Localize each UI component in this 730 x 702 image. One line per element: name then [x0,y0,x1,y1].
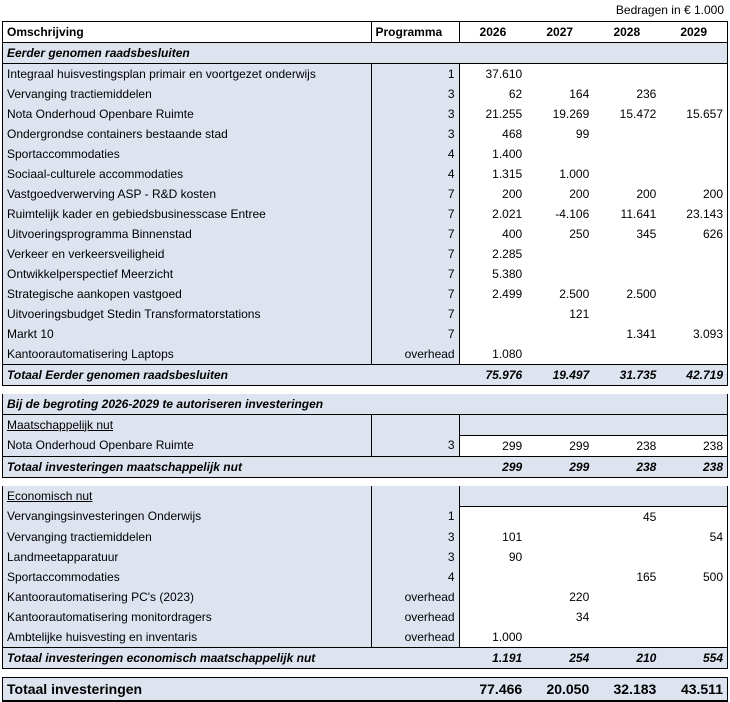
row-value-2028: 200 [593,184,660,204]
row-value-2026: 1.080 [459,344,526,365]
row-value-2028 [593,627,660,648]
row-value-2027: 200 [526,184,593,204]
total-eerder-genomen [3,365,728,386]
total-maatschappelijk-value-2026: 299 [459,457,526,478]
table-row [3,164,728,184]
row-value-2027: 121 [526,304,593,324]
row-value-2028 [593,607,660,627]
row-value-2028 [593,344,660,365]
row-value-2029 [660,284,727,304]
table-row [3,64,728,85]
row-value-2028 [593,124,660,144]
row-value-2029 [660,84,727,104]
row-value-2028 [593,547,660,567]
row-value-2027: 99 [526,124,593,144]
row-value-2029 [660,344,727,365]
row-value-2027 [526,244,593,264]
total-maatschappelijk [3,457,728,478]
table-row [3,204,728,224]
row-program: 3 [371,547,459,567]
row-program: 3 [371,104,459,124]
subsection-economisch-program-blank [371,486,459,507]
row-value-2027: 19.269 [526,104,593,124]
header-year-2028: 2028 [593,22,660,43]
row-description: Ruimtelijk kader en gebiedsbusinesscase Entree [3,204,372,224]
row-description: Uitvoeringsprogramma Binnenstad [3,224,372,244]
header-program: Programma [371,22,459,43]
row-value-2027: 2.500 [526,284,593,304]
table-row [3,587,728,607]
section-eerder-genomen [3,43,728,64]
row-value-2027 [526,64,593,85]
row-program: 7 [371,304,459,324]
row-description: Nota Onderhoud Openbare Ruimte [3,104,372,124]
grand-total-value-2028: 32.183 [593,678,660,702]
row-value-2027: 250 [526,224,593,244]
row-value-2029 [660,124,727,144]
row-value-2027 [526,507,593,528]
row-program: 3 [371,84,459,104]
row-description: Sportaccommodaties [3,144,372,164]
row-value-2027 [526,527,593,547]
row-program: 7 [371,264,459,284]
row-value-2029 [660,304,727,324]
row-value-2027 [526,567,593,587]
row-program: 3 [371,124,459,144]
row-value-2028: 45 [593,507,660,528]
table-row [3,104,728,124]
row-value-2028 [593,164,660,184]
total-maatschappelijk-label: Totaal investeringen maatschappelijk nut [3,457,460,478]
row-value-2026: 90 [459,547,526,567]
row-value-2026 [459,324,526,344]
total-economisch-value-2027: 254 [526,648,593,669]
subsection-maatschappelijk-fill [459,415,727,436]
row-value-2027 [526,344,593,365]
row-description: Nota Onderhoud Openbare Ruimte [3,436,372,457]
row-program: 3 [371,527,459,547]
row-value-2028: 2.500 [593,284,660,304]
row-description: Strategische aankopen vastgoed [3,284,372,304]
total-economisch-value-2028: 210 [593,648,660,669]
row-value-2029 [660,507,727,528]
table-row [3,567,728,587]
row-value-2029: 626 [660,224,727,244]
row-value-2026: 1.400 [459,144,526,164]
header-year-2027: 2027 [526,22,593,43]
total-maatschappelijk-value-2028: 238 [593,457,660,478]
row-description: Kantoorautomatisering Laptops [3,344,372,365]
row-program: overhead [371,627,459,648]
row-program: 4 [371,144,459,164]
section-begroting [3,394,728,415]
row-program: overhead [371,607,459,627]
row-description: Integraal huisvestingsplan primair en voortgezet onderwijs [3,64,372,85]
row-description: Vervanging tractiemiddelen [3,527,372,547]
row-value-2029 [660,627,727,648]
header-description: Omschrijving [3,22,372,43]
row-value-2027 [526,627,593,648]
table-row [3,284,728,304]
spacer-row [3,386,728,395]
table-row [3,344,728,365]
row-value-2028: 238 [593,436,660,457]
row-value-2026 [459,304,526,324]
row-description: Sociaal-culturele accommodaties [3,164,372,184]
grand-total-value-2026: 77.466 [459,678,526,702]
total-maatschappelijk-value-2027: 299 [526,457,593,478]
section-eerder-genomen-label: Eerder genomen raadsbesluiten [3,43,728,64]
row-value-2028 [593,587,660,607]
row-value-2026 [459,507,526,528]
total-economisch-label: Totaal investeringen economisch maatschappelijk nut [3,648,460,669]
row-description: Landmeetapparatuur [3,547,372,567]
grand-total-value-2027: 20.050 [526,678,593,702]
row-program: 7 [371,244,459,264]
grand-total-label: Totaal investeringen [3,678,460,702]
grand-total-row [3,678,728,702]
header-year-2029: 2029 [660,22,727,43]
row-program: overhead [371,344,459,365]
row-value-2027 [526,324,593,344]
row-description: Markt 10 [3,324,372,344]
row-value-2027 [526,264,593,284]
total-eerder-genomen-value-2026: 75.976 [459,365,526,386]
row-description: Verkeer en verkeersveiligheid [3,244,372,264]
row-description: Vervanging tractiemiddelen [3,84,372,104]
row-value-2028 [593,304,660,324]
grand-total-value-2029: 43.511 [660,678,727,702]
table-row [3,304,728,324]
table-row [3,607,728,627]
row-value-2027 [526,547,593,567]
row-value-2027: 1.000 [526,164,593,184]
row-value-2029 [660,144,727,164]
total-economisch [3,648,728,669]
table-row [3,436,728,457]
row-program: 1 [371,64,459,85]
row-value-2028: 165 [593,567,660,587]
row-value-2028: 1.341 [593,324,660,344]
spacer-row [3,478,728,487]
row-value-2029: 3.093 [660,324,727,344]
row-value-2026: 62 [459,84,526,104]
table-row [3,244,728,264]
row-value-2026: 37.610 [459,64,526,85]
row-value-2026 [459,607,526,627]
subsection-economisch-fill [459,486,727,507]
row-program: 1 [371,507,459,528]
table-row [3,184,728,204]
row-value-2027: 164 [526,84,593,104]
row-value-2026: 299 [459,436,526,457]
row-program: 7 [371,284,459,304]
row-value-2029: 200 [660,184,727,204]
row-value-2028 [593,264,660,284]
subsection-maatschappelijk-label: Maatschappelijk nut [3,415,372,436]
row-value-2028: 11.641 [593,204,660,224]
row-value-2027: -4.106 [526,204,593,224]
row-description: Kantoorautomatisering PC's (2023) [3,587,372,607]
section-begroting-label: Bij de begroting 2026-2029 te autoriseren investeringen [3,394,728,415]
row-value-2026: 5.380 [459,264,526,284]
row-value-2026: 2.499 [459,284,526,304]
row-program: 3 [371,436,459,457]
subsection-economisch [3,486,728,507]
table-row [3,224,728,244]
row-value-2029 [660,607,727,627]
row-value-2027: 34 [526,607,593,627]
row-value-2028: 15.472 [593,104,660,124]
row-value-2026: 1.000 [459,627,526,648]
row-value-2029: 238 [660,436,727,457]
row-program: 7 [371,184,459,204]
total-eerder-genomen-label: Totaal Eerder genomen raadsbesluiten [3,365,460,386]
row-value-2029 [660,64,727,85]
header-row [3,22,728,43]
subsection-economisch-label: Economisch nut [3,486,372,507]
row-description: Vervangingsinvesteringen Onderwijs [3,507,372,528]
row-program: 7 [371,324,459,344]
total-maatschappelijk-value-2029: 238 [660,457,727,478]
row-program: 4 [371,567,459,587]
row-value-2026 [459,567,526,587]
total-economisch-value-2029: 554 [660,648,727,669]
table-row [3,507,728,528]
row-value-2028 [593,144,660,164]
row-value-2026: 21.255 [459,104,526,124]
row-value-2029 [660,547,727,567]
row-value-2028 [593,527,660,547]
row-value-2028 [593,64,660,85]
row-description: Kantoorautomatisering monitordragers [3,607,372,627]
row-value-2029 [660,264,727,284]
total-eerder-genomen-value-2027: 19.497 [526,365,593,386]
table-row [3,144,728,164]
row-program: overhead [371,587,459,607]
row-value-2026 [459,587,526,607]
spacer-cell [3,478,728,487]
row-value-2026: 468 [459,124,526,144]
row-value-2029: 15.657 [660,104,727,124]
table-row [3,264,728,284]
table-body [3,43,728,702]
row-description: Sportaccommodaties [3,567,372,587]
table-row [3,547,728,567]
row-value-2026: 2.021 [459,204,526,224]
row-value-2026: 101 [459,527,526,547]
row-program: 7 [371,224,459,244]
row-value-2026: 2.285 [459,244,526,264]
row-value-2027: 220 [526,587,593,607]
amount-unit-caption: Bedragen in € 1.000 [615,3,724,17]
row-value-2026: 400 [459,224,526,244]
table-row [3,627,728,648]
header-year-2026: 2026 [459,22,526,43]
subsection-maatschappelijk [3,415,728,436]
table-row [3,324,728,344]
total-eerder-genomen-value-2029: 42.719 [660,365,727,386]
table-row [3,84,728,104]
row-value-2029 [660,164,727,184]
row-description: Ontwikkelperspectief Meerzicht [3,264,372,284]
spacer-cell [3,669,728,678]
investment-table [2,21,728,702]
row-value-2029: 54 [660,527,727,547]
row-value-2026: 1.315 [459,164,526,184]
row-description: Uitvoeringsbudget Stedin Transformatorstations [3,304,372,324]
row-value-2028 [593,244,660,264]
row-value-2029 [660,244,727,264]
row-value-2026: 200 [459,184,526,204]
row-description: Ambtelijke huisvesting en inventaris [3,627,372,648]
spacer-row [3,669,728,678]
row-value-2028: 345 [593,224,660,244]
total-eerder-genomen-value-2028: 31.735 [593,365,660,386]
total-economisch-value-2026: 1.191 [459,648,526,669]
row-description: Vastgoedverwerving ASP - R&D kosten [3,184,372,204]
row-description: Ondergrondse containers bestaande stad [3,124,372,144]
subsection-maatschappelijk-program-blank [371,415,459,436]
row-value-2029: 23.143 [660,204,727,224]
row-value-2027: 299 [526,436,593,457]
row-value-2029: 500 [660,567,727,587]
row-value-2028: 236 [593,84,660,104]
spacer-cell [3,386,728,395]
table-row [3,527,728,547]
row-program: 4 [371,164,459,184]
row-value-2029 [660,587,727,607]
table-row [3,124,728,144]
row-value-2027 [526,144,593,164]
row-program: 7 [371,204,459,224]
